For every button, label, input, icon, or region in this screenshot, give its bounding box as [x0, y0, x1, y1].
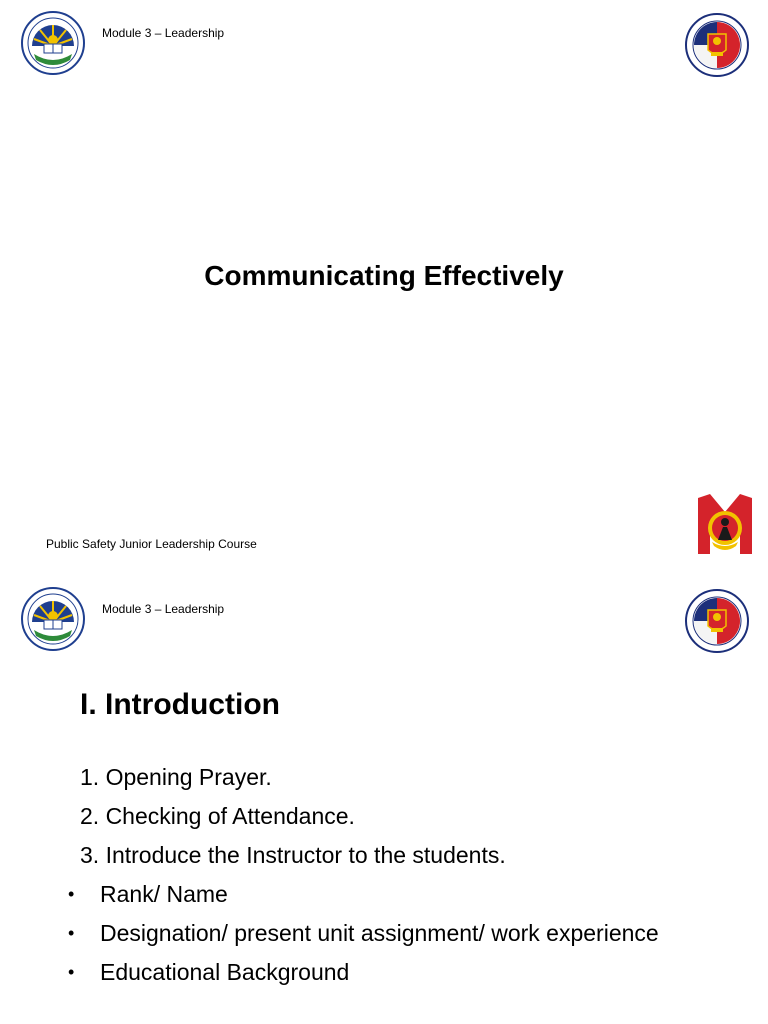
module-label: Module 3 – Leadership	[102, 602, 225, 616]
list-item-text: Rank/ Name	[100, 881, 228, 907]
bullet-icon: •	[68, 923, 75, 943]
bullet-icon: •	[68, 962, 75, 982]
police-training-institute-seal-icon	[684, 588, 750, 654]
list-item: 2. Checking of Attendance.	[80, 803, 355, 829]
agenda-numbered-list	[80, 758, 506, 875]
section-heading: I. Introduction	[80, 688, 280, 721]
instructor-info-bullet-list	[68, 875, 659, 992]
slide-2	[0, 576, 768, 1024]
academy-seal-icon	[20, 10, 86, 76]
police-training-institute-seal-icon	[684, 12, 750, 78]
list-item	[68, 875, 659, 914]
slide-title: Communicating Effectively	[204, 260, 564, 291]
list-item: 3. Introduce the Instructor to the students.	[80, 842, 506, 868]
academy-seal-icon	[20, 586, 86, 652]
list-item	[68, 953, 659, 992]
module-label: Module 3 – Leadership	[102, 26, 225, 40]
list-item	[68, 914, 659, 953]
bullet-icon: •	[68, 884, 75, 904]
list-item: 1. Opening Prayer.	[80, 764, 272, 790]
course-footer: Public Safety Junior Leadership Course	[46, 537, 257, 551]
pnp-emblem-icon	[696, 492, 754, 558]
list-item-text: Designation/ present unit assignment/ work experience	[100, 920, 659, 946]
list-item-text: Educational Background	[100, 959, 350, 985]
